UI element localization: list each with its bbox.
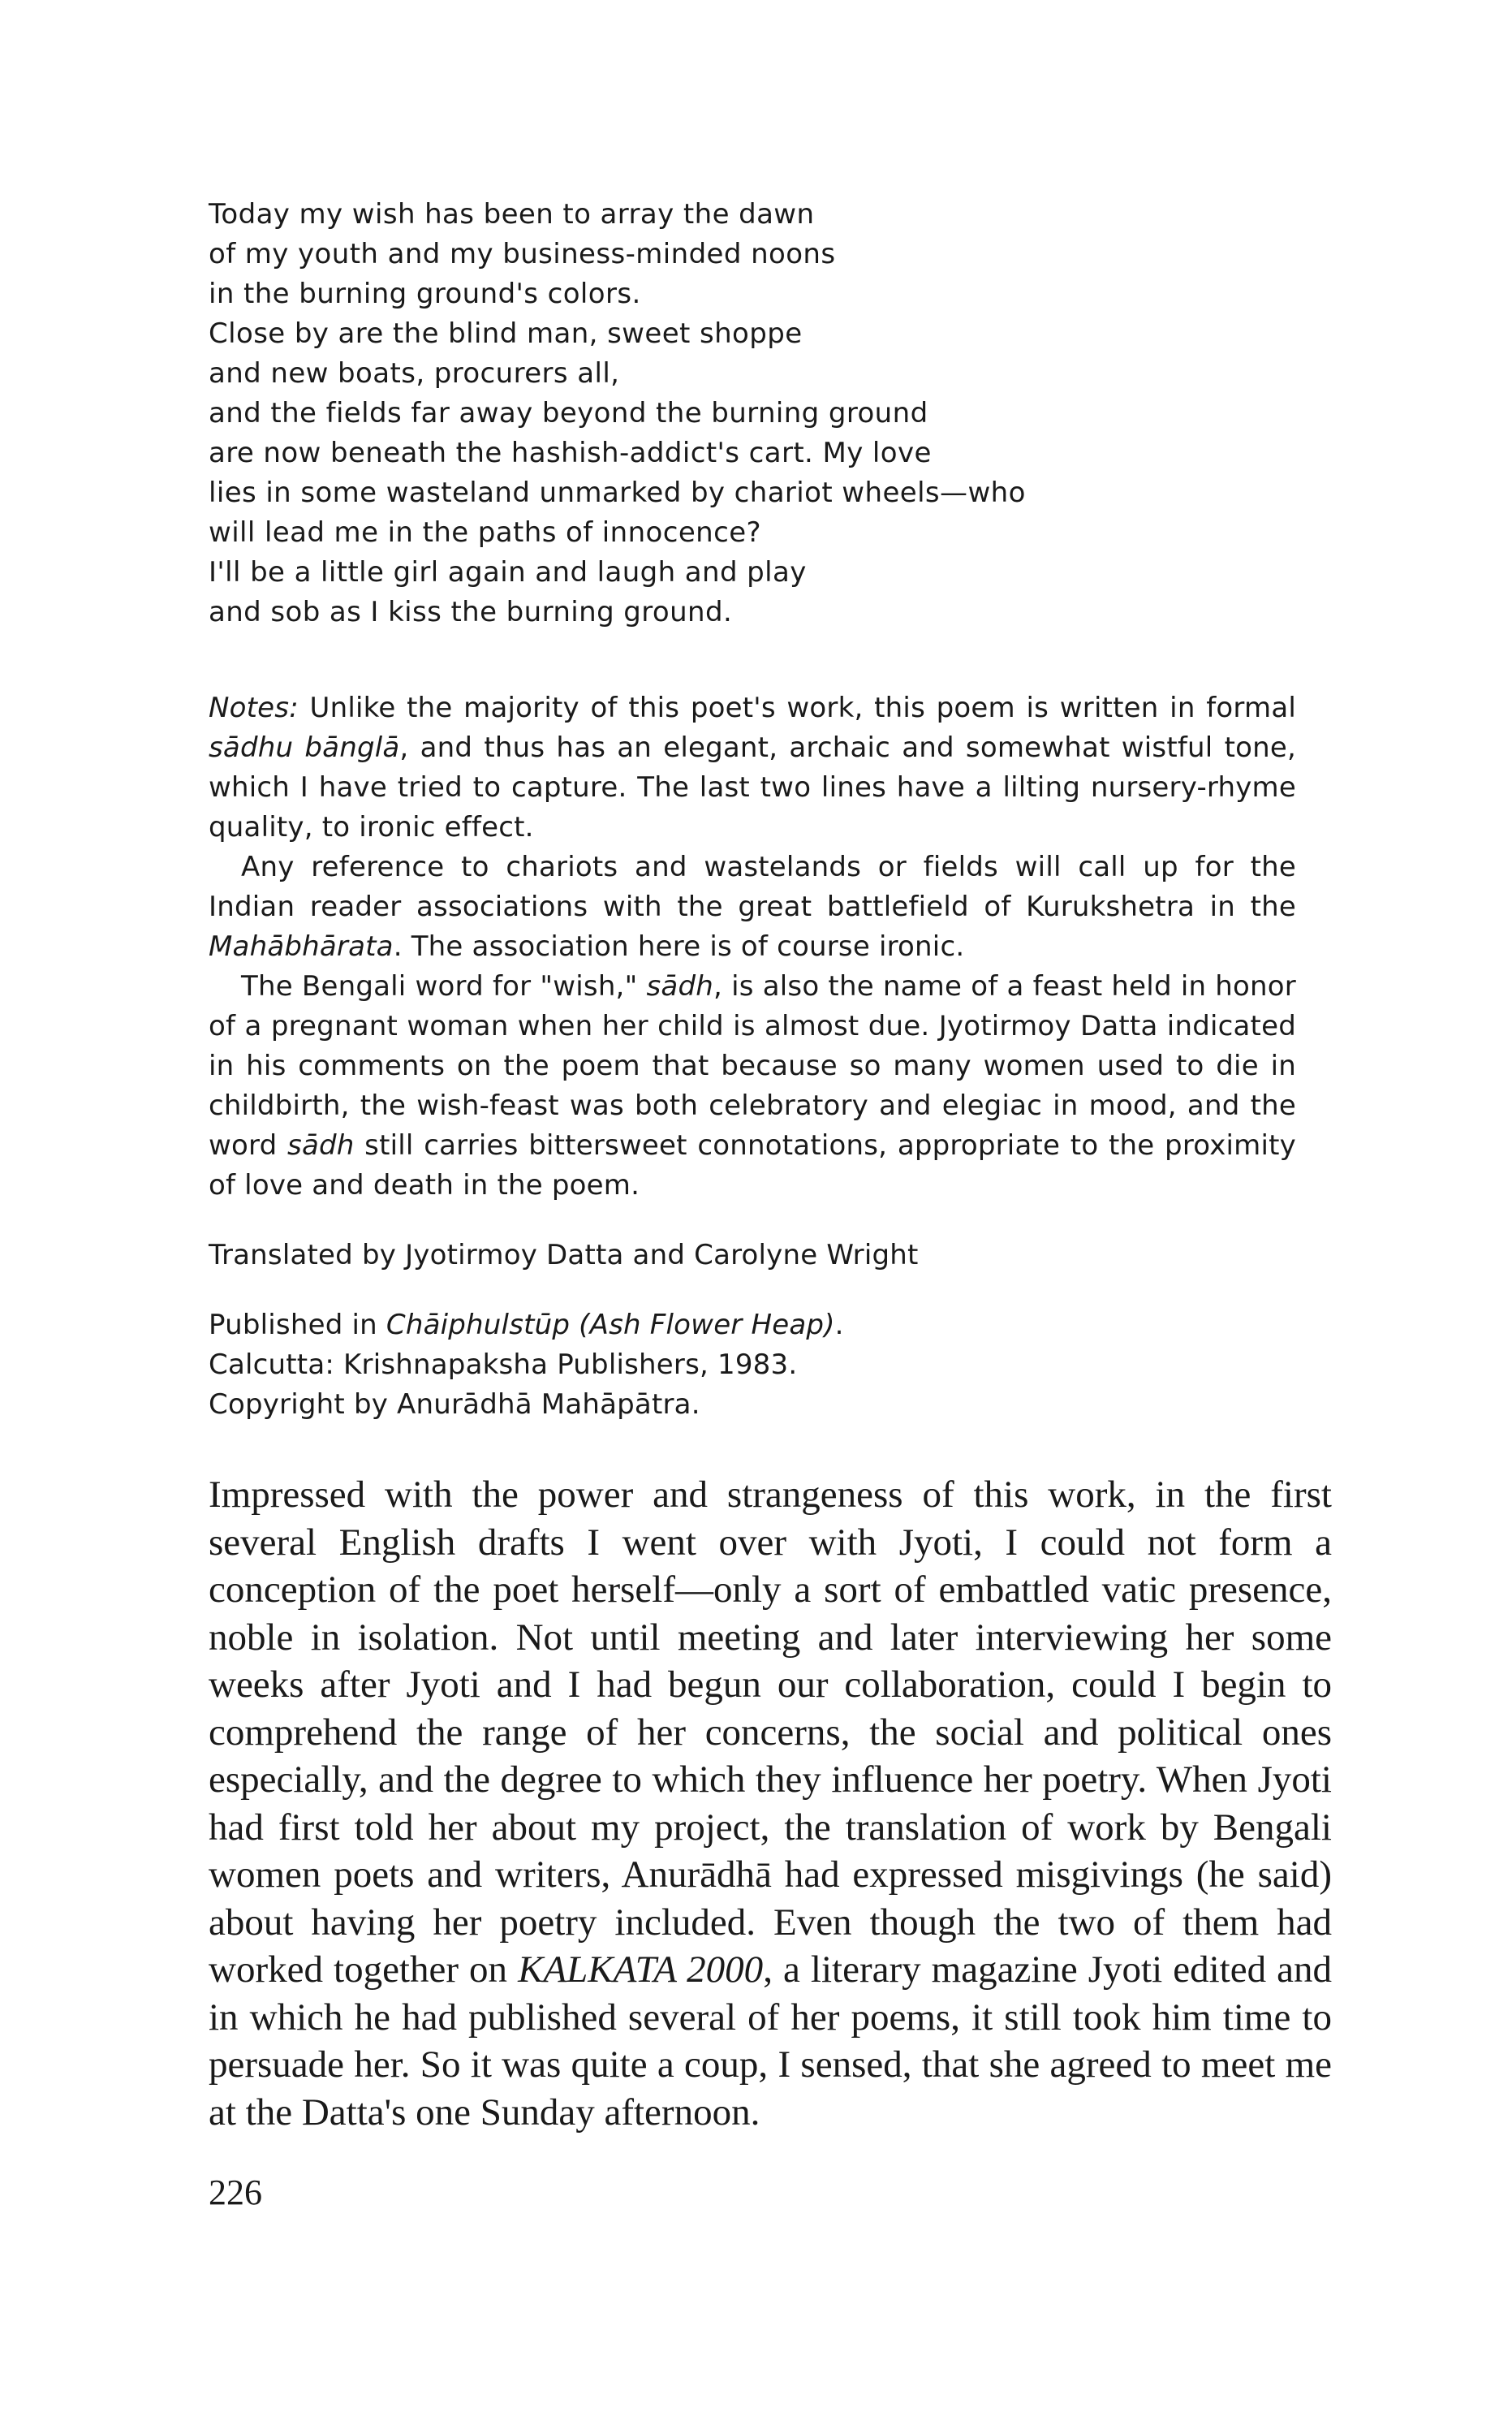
- poem-line: in the burning ground's colors.: [209, 278, 641, 310]
- poem-line: and new boats, procurers all,: [209, 357, 620, 390]
- poem-line: Today my wish has been to array the dawn: [209, 198, 815, 231]
- notes-text: Unlike the majority of this poet's work, this poem is written in formal: [298, 692, 1296, 724]
- poem-line: will lead me in the paths of innocence?: [209, 516, 761, 549]
- essay-paragraph: [209, 1471, 1332, 2136]
- essay-text: Impressed with the power and strangeness of this work, in the first several English drafts I went over with Jyoti, I could not form a conception of the poet herself—only a sort of embattled vatic presence, noble in isolation. Not until meeting and later interviewing her some weeks after Jyoti and I had begun our collaboration, could I begin to comprehend the range of her concerns, the social and political ones especially, and the degree to which they influence her poetry. When Jyoti had first told her about my project, the translation of work by Bengali women poets and writers, Anurādhā had expressed misgivings (he said) about having her poetry included. Even though the two of them had worked together on: [209, 1474, 1332, 1991]
- notes-section: [209, 688, 1296, 1206]
- poem-line: I'll be a little girl again and laugh and play: [209, 556, 807, 589]
- notes-paragraph-3: [209, 967, 1296, 1206]
- notes-text: Any reference to chariots and wastelands or fields will call up for the Indian reader associations with the great battlefield of Kurukshetra in the: [209, 851, 1296, 923]
- notes-paragraph-1: [209, 688, 1296, 848]
- book-title: Chāiphulstūp (Ash Flower Heap): [386, 1309, 835, 1341]
- bengali-term: sādh: [287, 1129, 355, 1162]
- notes-label: Notes:: [209, 692, 299, 724]
- magazine-title: KALKATA 2000: [518, 1948, 764, 1991]
- poem-line: lies in some wasteland unmarked by chariot wheels—who: [209, 477, 1026, 509]
- publication-prefix: Published in: [209, 1309, 386, 1341]
- translation-credit: [209, 1236, 919, 1275]
- notes-text: . The association here is of course ironic.: [393, 930, 965, 963]
- poem-line: are now beneath the hashish-addict's cart. My love: [209, 437, 932, 469]
- notes-text: still carries bittersweet connotations, appropriate to the proximity of love and death in the poem.: [209, 1129, 1296, 1202]
- poem-line: and the fields far away beyond the burning ground: [209, 397, 928, 429]
- page-number: 226: [209, 2173, 262, 2212]
- bengali-term: sādhu bānglā: [209, 731, 400, 764]
- copyright-line: Copyright by Anurādhā Mahāpātra.: [209, 1388, 700, 1421]
- notes-text: , and thus has an elegant, archaic and somewhat wistful tone, which I have tried to capture. The last two lines have a lilting nursery-rhyme quality, to ironic effect.: [209, 731, 1296, 844]
- poem: [209, 195, 1361, 632]
- essay-text: , a literary magazine Jyoti edited and in which he had published several of her poems, it still took him time to persuade her. So it was quite a coup, I sensed, that she agreed to meet me at the Datta's one Sunday afternoon.: [209, 1948, 1332, 2134]
- translation-credit-text: Translated by Jyotirmoy Datta and Carolyne Wright: [209, 1239, 919, 1271]
- publication-line: [209, 1305, 844, 1345]
- publication-suffix: .: [834, 1309, 844, 1341]
- notes-paragraph-2: [209, 848, 1296, 967]
- poem-line: of my youth and my business-minded noons: [209, 238, 836, 270]
- poem-line: and sob as I kiss the burning ground.: [209, 596, 733, 628]
- poem-line: Close by are the blind man, sweet shoppe: [209, 317, 803, 350]
- publication-info: [209, 1305, 844, 1425]
- notes-text: The Bengali word for "wish,": [241, 970, 647, 1003]
- epic-title: Mahābhārata: [209, 930, 394, 963]
- bengali-term: sādh: [646, 970, 713, 1003]
- notes-text: , is also the name of a feast held in honor of a pregnant woman when her child is almost due. Jyotirmoy Datta indicated in his comments on the poem that because so many women used to die in childbirth, the wish-feast was both celebratory and elegiac in mood, and the word: [209, 970, 1296, 1162]
- publisher-line: Calcutta: Krishnapaksha Publishers, 1983.: [209, 1348, 798, 1381]
- essay-body: [209, 1471, 1332, 2136]
